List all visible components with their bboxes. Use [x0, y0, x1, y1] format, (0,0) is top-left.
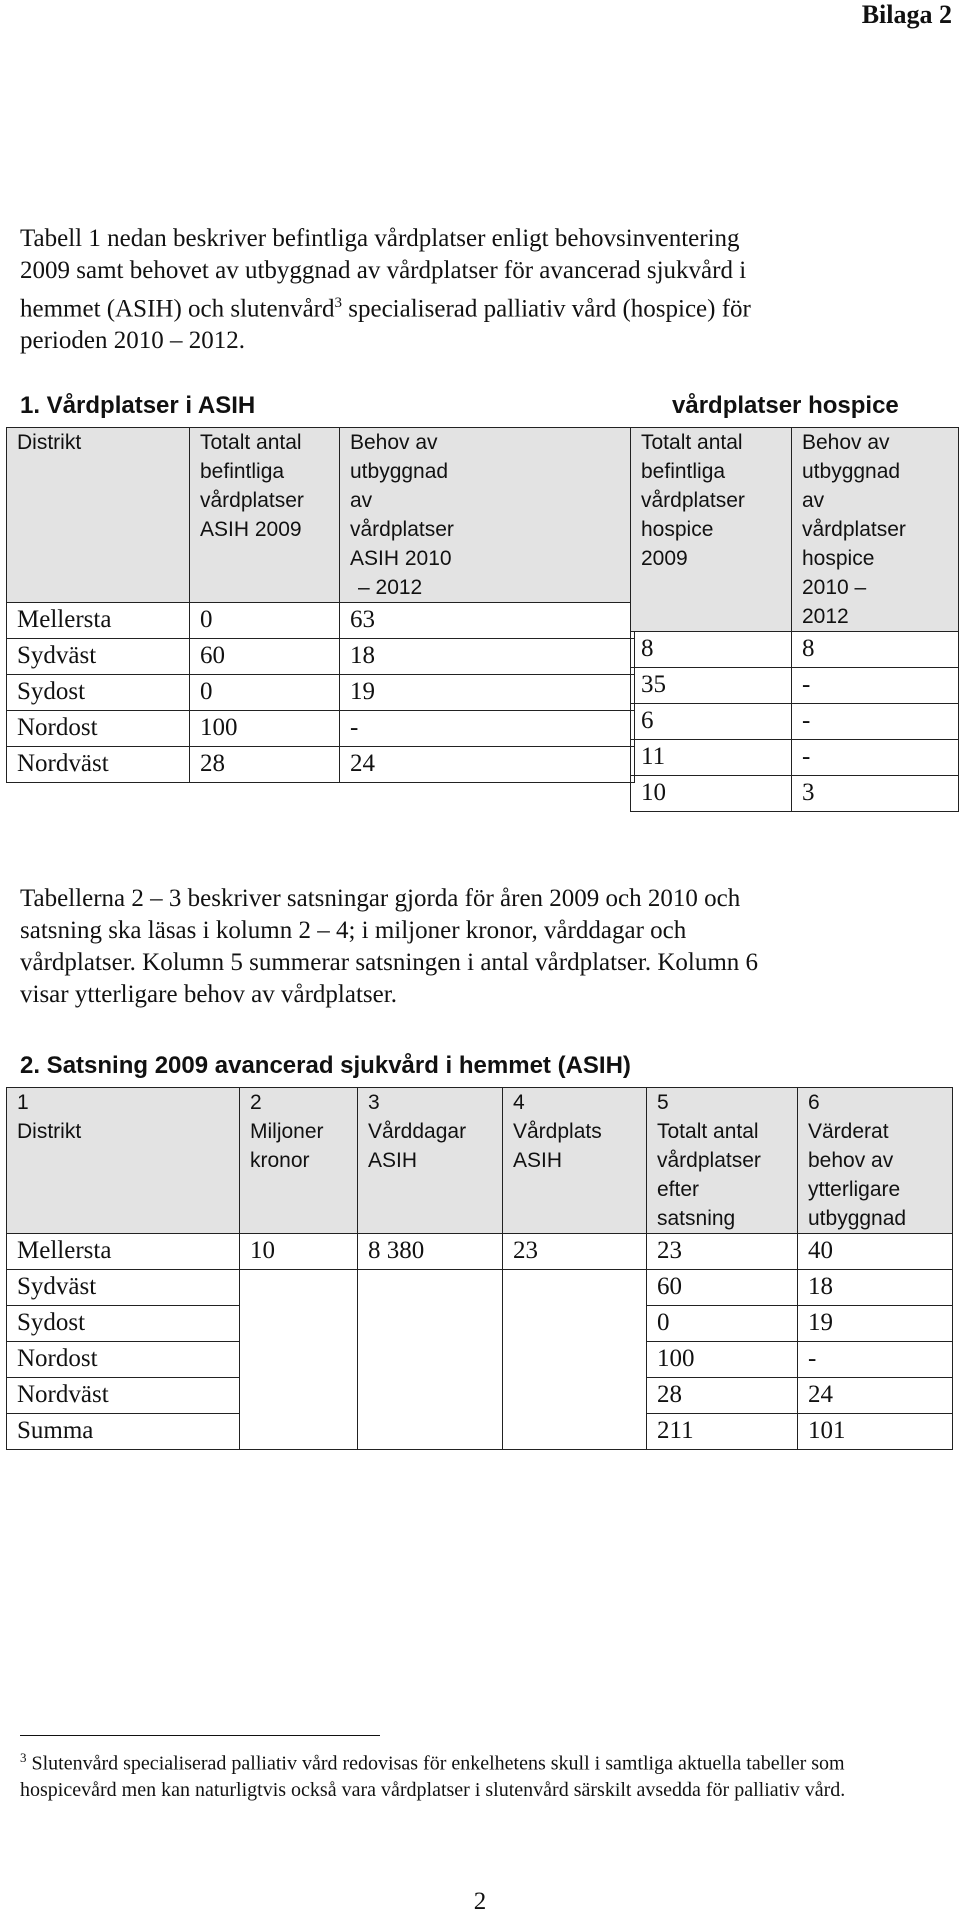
header-col2-miljoner: 2 Miljoner kronor [240, 1088, 358, 1234]
cell-totalt: 28 [647, 1378, 798, 1414]
table1-hospice [630, 427, 959, 812]
header-behov-hospice: Behov av utbyggnad av vårdplatser hospice 2010 – 2012 [792, 428, 959, 632]
table-row [7, 603, 635, 639]
cell-varderat: - [798, 1342, 953, 1378]
table-row-summa [7, 1414, 953, 1450]
table-row [631, 704, 959, 740]
cell-vardplats: 23 [503, 1234, 647, 1270]
cell-totalt: 60 [647, 1270, 798, 1306]
cell-distrikt: Nordost [7, 1342, 240, 1378]
table-row [7, 711, 635, 747]
cell-vardplats [503, 1414, 647, 1450]
cell-vardplats [503, 1306, 647, 1342]
cell-asih-behov: 18 [340, 639, 635, 675]
cell-totalt: 23 [647, 1234, 798, 1270]
header-behov-asih: Behov av utbyggnad av vårdplatser ASIH 2010 – 2012 [340, 428, 635, 603]
table1-hospice-title: vårdplatser hospice [672, 392, 899, 419]
cell-vardplats [503, 1342, 647, 1378]
cell-varddagar [358, 1306, 503, 1342]
cell-varderat: 40 [798, 1234, 953, 1270]
table2-title: 2. Satsning 2009 avancerad sjukvård i hemmet (ASIH) [20, 1052, 631, 1079]
paragraph-line: Tabellerna 2 – 3 beskriver satsningar gjorda för åren 2009 och 2010 och [20, 885, 741, 912]
cell-hospice-behov: - [792, 704, 959, 740]
footnote-text: Slutenvård specialiserad palliativ vård redovisas för enkelhetens skull i samtliga aktuella tabeller som hospicevård men kan naturligtvis också vara vårdplatser i slutenvård särskilt avsedda för palliativ vård. [20, 1752, 846, 1801]
cell-totalt: 211 [647, 1414, 798, 1450]
intro-paragraph [20, 223, 940, 357]
table1-hospice-header-row [631, 428, 959, 632]
cell-miljoner [240, 1270, 358, 1306]
header-col4-vardplats: 4 Vårdplats ASIH [503, 1088, 647, 1234]
footnote [20, 1745, 940, 1803]
intro-line: perioden 2010 – 2012. [20, 327, 245, 355]
table-row [631, 776, 959, 812]
footnote-separator [20, 1735, 380, 1736]
cell-asih-total: 60 [190, 639, 340, 675]
tables-description-paragraph [20, 883, 940, 1011]
cell-varderat: 18 [798, 1270, 953, 1306]
cell-asih-total: 0 [190, 603, 340, 639]
cell-distrikt: Mellersta [7, 1234, 240, 1270]
cell-totalt: 0 [647, 1306, 798, 1342]
cell-distrikt: Summa [7, 1414, 240, 1450]
table-row [631, 740, 959, 776]
cell-varddagar [358, 1378, 503, 1414]
header-col5-totalt: 5 Totalt antal vårdplatser efter satsning [647, 1088, 798, 1234]
cell-hospice-total: 11 [631, 740, 792, 776]
cell-distrikt: Sydväst [7, 1270, 240, 1306]
cell-hospice-behov: 8 [792, 632, 959, 668]
cell-hospice-behov: - [792, 668, 959, 704]
table-row [7, 747, 635, 783]
footnote-number: 3 [20, 1750, 27, 1765]
cell-distrikt: Nordväst [7, 1378, 240, 1414]
cell-asih-behov: 63 [340, 603, 635, 639]
table2-satsning [6, 1087, 953, 1450]
table-row [7, 1270, 953, 1306]
cell-hospice-behov: - [792, 740, 959, 776]
cell-miljoner: 10 [240, 1234, 358, 1270]
page-header-bilaga: Bilaga 2 [861, 0, 952, 29]
cell-varddagar: 8 380 [358, 1234, 503, 1270]
cell-vardplats [503, 1270, 647, 1306]
cell-miljoner [240, 1414, 358, 1450]
intro-line: Tabell 1 nedan beskriver befintliga vårdplatser enligt behovsinventering [20, 225, 740, 252]
cell-hospice-total: 10 [631, 776, 792, 812]
page-number: 2 [473, 1888, 487, 1915]
header-totalt-asih: Totalt antal befintliga vårdplatser ASIH 2009 [190, 428, 340, 603]
cell-distrikt: Nordost [7, 711, 190, 747]
cell-varddagar [358, 1414, 503, 1450]
table-row [7, 1306, 953, 1342]
intro-line: 2009 samt behovet av utbyggnad av vårdplatser för avancerad sjukvård i [20, 257, 747, 284]
cell-miljoner [240, 1378, 358, 1414]
cell-totalt: 100 [647, 1342, 798, 1378]
table-row [631, 668, 959, 704]
cell-distrikt: Sydost [7, 675, 190, 711]
header-col6-varderat: 6 Värderat behov av ytterligare utbyggnad [798, 1088, 953, 1234]
cell-asih-behov: 24 [340, 747, 635, 783]
cell-hospice-total: 35 [631, 668, 792, 704]
cell-vardplats [503, 1378, 647, 1414]
table-row [7, 1342, 953, 1378]
table-row [7, 639, 635, 675]
cell-miljoner [240, 1342, 358, 1378]
cell-varderat: 101 [798, 1414, 953, 1450]
cell-distrikt: Sydväst [7, 639, 190, 675]
cell-asih-total: 0 [190, 675, 340, 711]
cell-varddagar [358, 1270, 503, 1306]
paragraph-line: satsning ska läsas i kolumn 2 – 4; i miljoner kronor, vårddagar och [20, 917, 687, 944]
cell-varddagar [358, 1342, 503, 1378]
cell-asih-behov: - [340, 711, 635, 747]
table2-header-row [7, 1088, 953, 1234]
table1-asih [6, 427, 635, 783]
table1-title: 1. Vårdplatser i ASIH [20, 392, 256, 419]
cell-distrikt: Nordväst [7, 747, 190, 783]
cell-distrikt: Mellersta [7, 603, 190, 639]
cell-asih-total: 28 [190, 747, 340, 783]
table-row [7, 675, 635, 711]
table-row [7, 1378, 953, 1414]
header-distrikt: Distrikt [7, 428, 190, 603]
cell-miljoner [240, 1306, 358, 1342]
cell-varderat: 19 [798, 1306, 953, 1342]
cell-asih-total: 100 [190, 711, 340, 747]
intro-text: specialiserad palliativ vård (hospice) för [342, 295, 751, 323]
intro-text: hemmet (ASIH) och slutenvård [20, 295, 335, 323]
cell-distrikt: Sydost [7, 1306, 240, 1342]
intro-line [20, 287, 940, 325]
cell-varderat: 24 [798, 1378, 953, 1414]
paragraph-line: visar ytterligare behov av vårdplatser. [20, 981, 397, 1008]
cell-hospice-behov: 3 [792, 776, 959, 812]
table1-header-row [7, 428, 635, 603]
table-row [7, 1234, 953, 1270]
header-col1-distrikt: 1 Distrikt [7, 1088, 240, 1234]
cell-asih-behov: 19 [340, 675, 635, 711]
cell-hospice-total: 6 [631, 704, 792, 740]
table-row [631, 632, 959, 668]
footnote-reference: 3 [334, 295, 343, 311]
paragraph-line: vårdplatser. Kolumn 5 summerar satsningen i antal vårdplatser. Kolumn 6 [20, 949, 759, 976]
header-totalt-hospice: Totalt antal befintliga vårdplatser hospice 2009 [631, 428, 792, 632]
header-col3-varddagar: 3 Vårddagar ASIH [358, 1088, 503, 1234]
cell-hospice-total: 8 [631, 632, 792, 668]
